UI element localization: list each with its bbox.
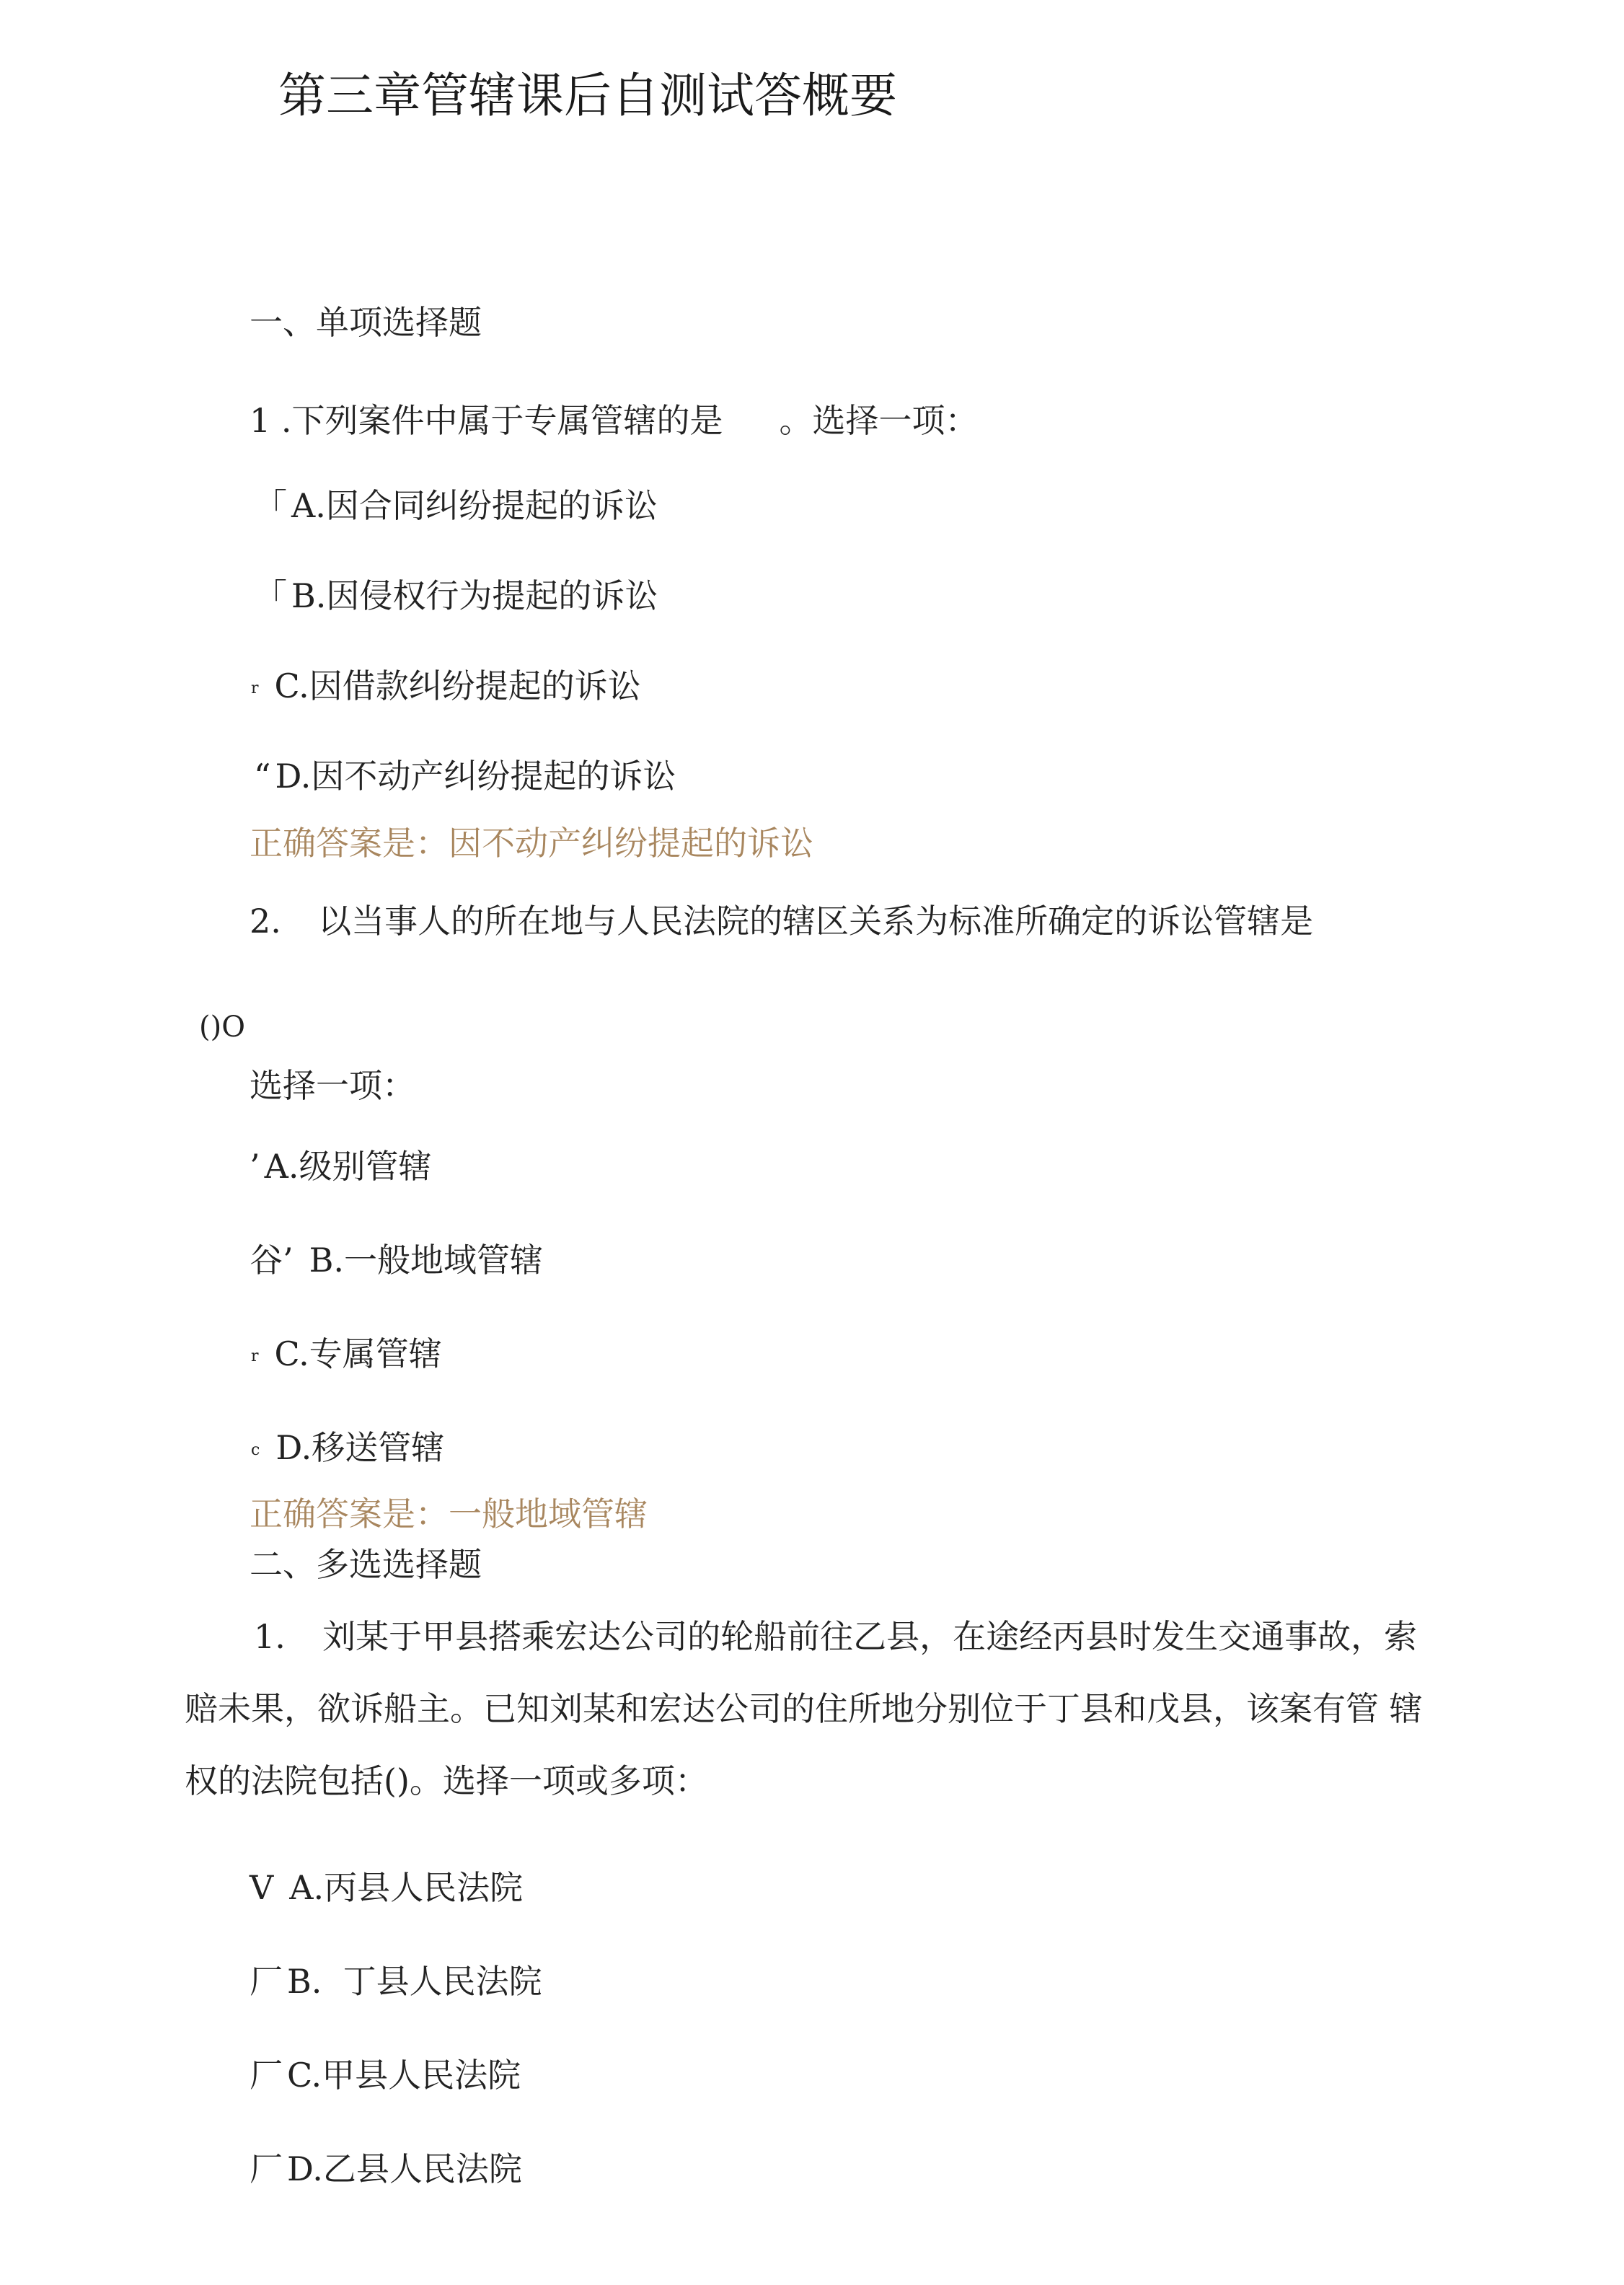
question-1-option-b[interactable] [254, 576, 658, 615]
question-3-number: 1. [254, 1617, 286, 1656]
option-checkbox-icon[interactable]: 厂 [250, 1962, 283, 2001]
question-2 [250, 902, 1314, 941]
option-checkbox-icon[interactable]: V [250, 1868, 274, 1907]
question-2-option-b[interactable] [250, 1241, 544, 1280]
question-2-number: 2. [250, 902, 281, 941]
option-radio-icon[interactable]: ’ [250, 1147, 260, 1186]
question-2-prompt: 选择一项： [250, 1066, 415, 1105]
section-heading-multiple-choice: 二、多选选择题 [250, 1545, 482, 1584]
question-3-option-a[interactable] [250, 1868, 524, 1907]
question-2-correct-answer: 正确答案是：一般地域管辖 [250, 1494, 648, 1533]
option-radio-icon[interactable]: 「 [254, 486, 287, 525]
question-2-option-c[interactable] [251, 1334, 442, 1373]
question-1-prompt: 。选择一项： [779, 401, 979, 440]
question-1-number: 1 [250, 401, 271, 440]
option-label: B.因侵权行为提起的诉讼 [291, 576, 658, 615]
option-radio-icon[interactable]: c [251, 1441, 260, 1459]
option-label: A.级别管辖 [264, 1147, 432, 1186]
question-3-line-3: 权的法院包括()。选择一项或多项： [185, 1761, 708, 1800]
question-1-text: .下列案件中属于专属管辖的是 [281, 401, 723, 440]
option-label: D.移送管辖 [275, 1428, 445, 1467]
question-3-option-c[interactable] [250, 2056, 521, 2095]
question-1-option-d[interactable] [254, 757, 676, 796]
option-radio-icon[interactable]: 「 [254, 576, 287, 615]
option-radio-icon[interactable]: 谷’ [250, 1241, 294, 1280]
page-title: 第三章管辖课后自测试答概要 [278, 68, 897, 123]
question-1 [250, 401, 979, 440]
option-checkbox-icon[interactable]: 厂 [250, 2056, 283, 2095]
option-checkbox-icon[interactable]: 厂 [250, 2149, 283, 2188]
question-1-option-c[interactable] [251, 666, 641, 705]
option-radio-icon[interactable]: r [251, 679, 259, 697]
option-label: B.一般地域管辖 [309, 1241, 544, 1280]
option-radio-icon[interactable]: “ [254, 757, 271, 796]
question-3-option-b[interactable] [250, 1962, 542, 2001]
option-radio-icon[interactable]: r [251, 1347, 259, 1365]
question-1-correct-answer: 正确答案是：因不动产纠纷提起的诉讼 [250, 824, 813, 863]
question-3-line-1 [254, 1617, 1418, 1656]
section-heading-single-choice: 一、单项选择题 [250, 303, 482, 342]
question-2-continuation: ()O [199, 1011, 246, 1044]
question-2-option-d[interactable] [251, 1428, 445, 1467]
question-3-option-d[interactable] [250, 2149, 522, 2188]
option-label: D.因不动产纠纷提起的诉讼 [275, 757, 676, 796]
option-label: C.因借款纠纷提起的诉讼 [274, 666, 641, 705]
option-label: B. 丁县人民法院 [287, 1962, 542, 2001]
option-label: A.因合同纠纷提起的诉讼 [291, 486, 658, 525]
question-2-text: 以当事人的所在地与人民法院的辖区关系为标准所确定的诉讼管辖是 [318, 902, 1314, 941]
question-2-option-a[interactable] [250, 1147, 432, 1186]
option-label: C.甲县人民法院 [287, 2056, 521, 2095]
question-3-text-line-1: 刘某于甲县搭乘宏达公司的轮船前往乙县，在途经丙县时发生交通事故，索 [322, 1617, 1418, 1656]
option-label: A.丙县人民法院 [289, 1868, 524, 1907]
question-1-option-a[interactable] [254, 486, 658, 525]
option-label: D.乙县人民法院 [287, 2149, 522, 2188]
question-3-line-2: 赔未果，欲诉船主。已知刘某和宏达公司的住所地分别位于丁县和戊县，该案有管 辖 [185, 1689, 1423, 1728]
option-label: C.专属管辖 [274, 1334, 442, 1373]
